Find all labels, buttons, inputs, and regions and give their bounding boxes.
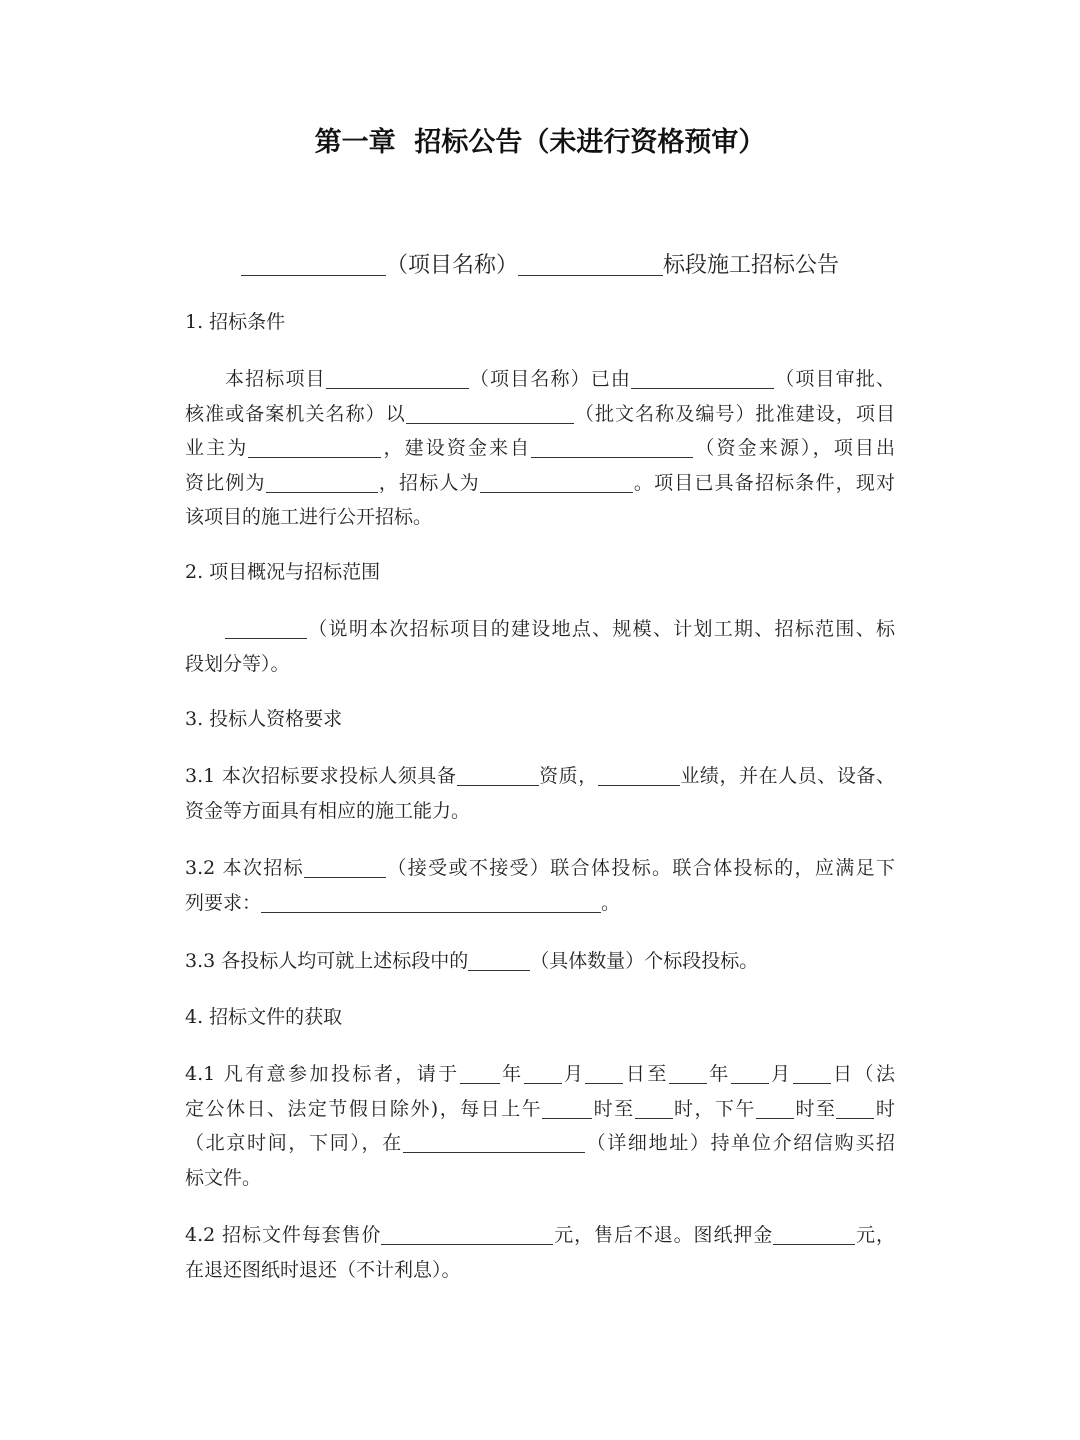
blank [585,1061,623,1084]
section-3-1: 3.1 本次招标要求投标人须具备 资质， 业绩，并在人员、设备、 资金等方面具有相应的施工能力。 [185,765,895,822]
blank [326,366,469,389]
section-1-heading: 1. 招标条件 [185,311,286,333]
blank [225,616,307,639]
blank [457,763,539,786]
blank [248,435,381,458]
blank [793,1061,831,1084]
section-2-heading: 2. 项目概况与招标范围 [185,561,381,583]
section-3-2: 3.2 本次招标 （接受或不接受）联合体投标。联合体投标的，应满足下 列要求： 。 [185,857,895,914]
blank [381,1222,553,1245]
section-2-paragraph: （说明本次招标项目的建设地点、规模、计划工期、招标范围、标 段划分等）。 [185,618,895,675]
section-4-2: 4.2 招标文件每套售价 元，售后不退。图纸押金 元， 在退还图纸时退还（不计利息）。 [185,1224,895,1281]
section-4-1: 4.1 凡有意参加投标者，请于 年 月 日至 年 月 日（法 定公休日、法定节假日除外)，每日上午 时至 时，下午 时至 时 （北京时间，下同），在 （详细地址）持单位介绍信购买招 标文件。 [185,1063,895,1189]
blank [468,948,530,971]
blank [460,1061,500,1084]
notice-subtitle: （项目名称） 标段施工招标公告 [0,248,1080,279]
blank [266,470,378,493]
blank [669,1061,707,1084]
chapter-title: 第一章 招标公告（未进行资格预审） [314,127,766,158]
blank [773,1222,855,1245]
blank [403,1130,585,1153]
blank [631,366,774,389]
blank [635,1096,673,1119]
blank [731,1061,769,1084]
blank [598,763,680,786]
section-1-paragraph: 本招标项目 （项目名称）已由 （项目审批、 核准或备案机关名称）以 （批文名称及编号）批准建设，项目 业主为 ，建设资金来自 （资金来源），项目出 资比例为 ，招标人为 。项目已具备招标条件，现对 该项目的施工进行公开招标。 [185,368,895,528]
section-3-heading: 3. 投标人资格要求 [185,708,343,730]
section-4-heading: 4. 招标文件的获取 [185,1006,343,1028]
blank-project-name [241,253,386,276]
blank [406,401,574,424]
blank [542,1096,592,1119]
blank [756,1096,794,1119]
blank-section-name [518,253,663,276]
blank [524,1061,562,1084]
section-3-3: 3.3 各投标人均可就上述标段中的 （具体数量）个标段投标。 [185,950,759,972]
blank [836,1096,874,1119]
blank [531,435,693,458]
blank [304,855,386,878]
blank [261,890,601,913]
blank [480,470,633,493]
